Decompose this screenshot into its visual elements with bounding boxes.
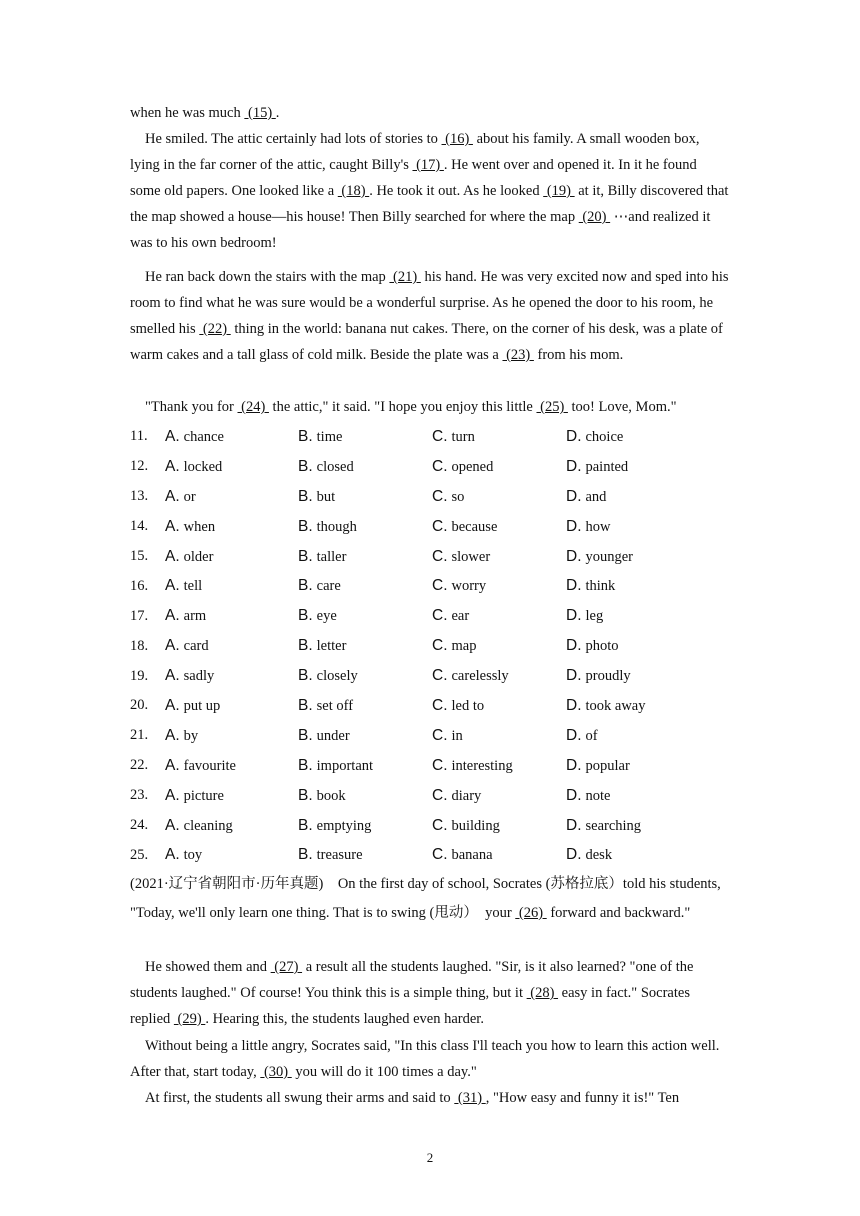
question-options-list: [130, 422, 730, 870]
question-number: 20.: [130, 697, 149, 714]
option-text: letter: [316, 638, 347, 655]
option-text: how: [585, 518, 611, 535]
blank-22: (22): [199, 321, 231, 337]
question-row: [130, 542, 730, 572]
question-number: 19.: [130, 667, 149, 684]
answer-option[interactable]: [298, 846, 432, 864]
option-letter: C.: [432, 637, 448, 655]
page-number: 2: [426, 1150, 434, 1165]
answer-option[interactable]: [566, 577, 700, 595]
option-letter: D.: [566, 637, 582, 655]
option-letter: D.: [566, 726, 582, 744]
option-text: emptying: [316, 817, 372, 834]
option-text: by: [183, 727, 199, 744]
passage-text: the attic," it said. "I hope you enjoy this little: [268, 399, 537, 415]
passage1-line0: [130, 100, 730, 126]
blank-15: (15): [244, 105, 276, 121]
question-number: 16.: [130, 577, 149, 594]
answer-option[interactable]: [165, 518, 298, 536]
option-text: desk: [585, 847, 613, 864]
answer-option[interactable]: [432, 817, 566, 835]
question-row: [130, 422, 730, 452]
answer-option[interactable]: [298, 757, 432, 775]
option-letter: D.: [566, 756, 582, 774]
answer-option[interactable]: [298, 458, 432, 476]
option-letter: B.: [298, 756, 313, 774]
answer-option[interactable]: [298, 518, 432, 536]
option-letter: B.: [298, 696, 313, 714]
option-letter: C.: [432, 726, 448, 744]
passage-text: . He took it out. As he looked: [369, 183, 544, 199]
answer-option[interactable]: [165, 548, 298, 566]
blank-20: (20): [578, 209, 611, 225]
answer-option[interactable]: [298, 607, 432, 625]
option-letter: C.: [432, 816, 448, 834]
answer-option[interactable]: [298, 428, 432, 446]
option-text: ear: [451, 608, 470, 625]
option-letter: C.: [432, 786, 448, 804]
option-text: favourite: [183, 757, 236, 774]
option-letter: B.: [298, 487, 313, 505]
option-letter: A.: [165, 786, 180, 804]
answer-option[interactable]: [432, 667, 566, 685]
answer-option[interactable]: [566, 667, 700, 685]
option-text: arm: [183, 608, 207, 625]
option-letter: C.: [432, 547, 448, 565]
passage2-intro: [130, 870, 730, 928]
option-text: led to: [451, 697, 485, 714]
answer-option[interactable]: [432, 607, 566, 625]
passage-text: Without being a little angry, Socrates said, "In this class I'll teach you how to learn this action well. After that, start today,: [130, 1038, 720, 1080]
option-letter: B.: [298, 517, 313, 535]
option-letter: A.: [165, 756, 180, 774]
question-row: [130, 601, 730, 631]
question-row: [130, 811, 730, 841]
option-text: or: [183, 488, 196, 505]
answer-option[interactable]: [298, 787, 432, 805]
question-row: [130, 482, 730, 512]
option-letter: A.: [165, 846, 180, 864]
blank-26: (26): [515, 905, 547, 921]
blank-30: (30): [260, 1064, 292, 1080]
blank-16: (16): [441, 131, 473, 147]
passage-text: from his mom.: [533, 347, 624, 363]
question-row: [130, 571, 730, 601]
answer-option[interactable]: [432, 757, 566, 775]
question-number: 21.: [130, 727, 149, 744]
option-text: care: [316, 578, 341, 595]
option-text: chance: [183, 428, 224, 445]
option-letter: B.: [298, 637, 313, 655]
passage1-paragraph: [130, 264, 730, 368]
option-text: tell: [183, 578, 203, 595]
option-letter: B.: [298, 607, 313, 625]
question-number: 23.: [130, 787, 149, 804]
answer-option[interactable]: [432, 637, 566, 655]
option-text: when: [183, 518, 216, 535]
option-letter: D.: [566, 667, 582, 685]
passage-text: . He went over and opened it. In it he found some old papers. One looked like a: [130, 157, 697, 199]
option-letter: B.: [298, 816, 313, 834]
answer-option[interactable]: [165, 458, 298, 476]
answer-option[interactable]: [566, 548, 700, 566]
answer-option[interactable]: [165, 757, 298, 775]
passage1-paragraph: [130, 394, 730, 420]
passage-text: when he was much: [130, 105, 245, 121]
question-row: [130, 781, 730, 811]
answer-option[interactable]: [298, 637, 432, 655]
option-text: and: [585, 488, 607, 505]
option-letter: B.: [298, 577, 313, 595]
option-text: think: [585, 578, 616, 595]
option-letter: B.: [298, 457, 313, 475]
option-text: carelessly: [451, 668, 509, 685]
answer-option[interactable]: [566, 697, 700, 715]
option-letter: D.: [566, 577, 582, 595]
passage-text: a result all the students laughed. "Sir, is it also learned? "one of the students laughed." Of course! You think this is a simple thing, but it: [130, 959, 694, 1001]
answer-option[interactable]: [432, 787, 566, 805]
option-letter: A.: [165, 547, 180, 565]
passage-text: . Hearing this, the students laughed even harder.: [205, 1011, 484, 1027]
option-text: toy: [183, 847, 203, 864]
option-text: locked: [183, 458, 223, 475]
answer-option[interactable]: [165, 637, 298, 655]
answer-option[interactable]: [566, 607, 700, 625]
option-letter: D.: [566, 816, 582, 834]
passage-text: .: [275, 105, 280, 121]
answer-option[interactable]: [432, 846, 566, 864]
question-number: 11.: [130, 428, 148, 445]
answer-option[interactable]: [566, 458, 700, 476]
option-text: proudly: [585, 668, 631, 685]
option-text: under: [316, 727, 350, 744]
answer-option[interactable]: [298, 488, 432, 506]
option-text: in: [451, 727, 463, 744]
answer-option[interactable]: [165, 697, 298, 715]
option-letter: D.: [566, 607, 582, 625]
answer-option[interactable]: [298, 667, 432, 685]
answer-option[interactable]: [432, 458, 566, 476]
option-letter: C.: [432, 457, 448, 475]
option-letter: A.: [165, 816, 180, 834]
blank-19: (19): [543, 183, 575, 199]
option-letter: C.: [432, 487, 448, 505]
option-letter: C.: [432, 577, 448, 595]
option-text: card: [183, 638, 209, 655]
option-text: eye: [316, 608, 337, 625]
option-letter: C.: [432, 667, 448, 685]
option-text: so: [451, 488, 465, 505]
question-number: 18.: [130, 637, 149, 654]
answer-option[interactable]: [566, 846, 700, 864]
option-text: taller: [316, 548, 347, 565]
option-text: closed: [316, 458, 354, 475]
passage-text: too! Love, Mom.": [567, 399, 677, 415]
option-text: younger: [585, 548, 634, 565]
blank-25: (25): [536, 399, 568, 415]
question-row: [130, 452, 730, 482]
option-text: map: [451, 638, 477, 655]
option-letter: D.: [566, 786, 582, 804]
option-letter: C.: [432, 846, 448, 864]
option-letter: A.: [165, 637, 180, 655]
option-text: of: [585, 727, 598, 744]
answer-option[interactable]: [566, 637, 700, 655]
option-letter: D.: [566, 487, 582, 505]
answer-option[interactable]: [165, 787, 298, 805]
answer-option[interactable]: [566, 727, 700, 745]
answer-option[interactable]: [566, 817, 700, 835]
option-text: put up: [183, 697, 221, 714]
option-letter: A.: [165, 726, 180, 744]
option-letter: A.: [165, 577, 180, 595]
option-text: time: [316, 428, 343, 445]
option-letter: A.: [165, 696, 180, 714]
option-letter: B.: [298, 547, 313, 565]
option-text: opened: [451, 458, 494, 475]
option-text: cleaning: [183, 817, 233, 834]
answer-option[interactable]: [165, 667, 298, 685]
blank-28: (28): [526, 985, 559, 1001]
blank-24: (24): [237, 399, 269, 415]
answer-option[interactable]: [566, 428, 700, 446]
option-letter: D.: [566, 547, 582, 565]
passage2-paragraph: [130, 1033, 730, 1085]
answer-option[interactable]: [432, 488, 566, 506]
option-text: searching: [585, 817, 642, 834]
question-number: 17.: [130, 607, 149, 624]
passage-text: at it, Billy discovered that the map showed a house—his house! Then Billy searched for where the map: [130, 183, 729, 225]
passage2-paragraph: [130, 954, 730, 1032]
answer-option[interactable]: [298, 577, 432, 595]
passage2-paragraph: [130, 1085, 730, 1111]
passage-text: "Thank you for: [145, 399, 238, 415]
passage-text: ⋯and realized it was to his own bedroom!: [130, 209, 711, 251]
question-number: 13.: [130, 488, 149, 505]
option-text: choice: [585, 428, 624, 445]
question-row: [130, 840, 730, 870]
option-text: because: [451, 518, 498, 535]
option-text: book: [316, 787, 346, 804]
answer-option[interactable]: [165, 727, 298, 745]
option-text: building: [451, 817, 500, 834]
option-text: interesting: [451, 757, 513, 774]
option-text: took away: [585, 697, 646, 714]
option-text: important: [316, 757, 374, 774]
option-text: painted: [585, 458, 629, 475]
answer-option[interactable]: [432, 577, 566, 595]
question-number: 24.: [130, 817, 149, 834]
answer-option[interactable]: [432, 548, 566, 566]
question-number: 15.: [130, 548, 149, 564]
option-text: popular: [585, 757, 630, 774]
passage-text: He showed them and: [145, 959, 271, 975]
answer-option[interactable]: [165, 488, 298, 506]
option-text: though: [316, 518, 357, 535]
blank-31: (31): [454, 1090, 486, 1106]
option-letter: C.: [432, 517, 448, 535]
option-text: picture: [183, 787, 224, 804]
answer-option[interactable]: [566, 787, 700, 805]
option-text: set off: [316, 697, 354, 714]
answer-option[interactable]: [165, 817, 298, 835]
question-row: [130, 661, 730, 691]
passage-text: He ran back down the stairs with the map: [145, 269, 390, 285]
blank-29: (29): [173, 1011, 206, 1027]
question-number: 22.: [130, 757, 149, 774]
option-letter: D.: [566, 457, 582, 475]
blank-21: (21): [389, 269, 421, 285]
passage-text: his hand. He was very excited now and sped into his room to find what he was sure would be a wonderful surprise. As he opened the door to his room, he smelled his: [130, 269, 729, 337]
option-text: slower: [451, 548, 491, 565]
option-letter: B.: [298, 427, 313, 445]
option-letter: C.: [432, 607, 448, 625]
option-letter: B.: [298, 667, 313, 685]
option-text: but: [316, 488, 336, 505]
option-text: diary: [451, 787, 482, 804]
answer-option[interactable]: [432, 727, 566, 745]
option-letter: A.: [165, 427, 180, 445]
question-number: 12.: [130, 458, 149, 475]
answer-option[interactable]: [566, 757, 700, 775]
option-text: note: [585, 787, 611, 804]
option-letter: A.: [165, 517, 180, 535]
passage-text: , "How easy and funny it is!" Ten: [485, 1090, 680, 1106]
question-row: [130, 512, 730, 542]
option-letter: C.: [432, 756, 448, 774]
answer-option[interactable]: [165, 577, 298, 595]
option-text: photo: [585, 638, 619, 655]
blank-23: (23): [502, 347, 534, 363]
question-number: 25.: [130, 846, 149, 863]
answer-option[interactable]: [298, 727, 432, 745]
option-letter: C.: [432, 696, 448, 714]
option-letter: C.: [432, 427, 448, 445]
option-text: leg: [585, 608, 604, 625]
option-text: sadly: [183, 668, 215, 685]
question-row: [130, 631, 730, 661]
passage-text: At first, the students all swung their arms and said to: [145, 1090, 455, 1106]
option-letter: B.: [298, 726, 313, 744]
option-text: turn: [451, 428, 475, 445]
answer-option[interactable]: [165, 846, 298, 864]
question-number: 14.: [130, 518, 149, 535]
answer-option[interactable]: [432, 697, 566, 715]
option-letter: A.: [165, 607, 180, 625]
option-text: treasure: [316, 847, 363, 864]
option-letter: B.: [298, 846, 313, 864]
answer-option[interactable]: [566, 518, 700, 536]
question-row: [130, 691, 730, 721]
passage-text: thing in the world: banana nut cakes. There, on the corner of his desk, was a plate of warm cakes and a tall glass of cold milk. Beside the plate was a: [130, 321, 723, 363]
option-letter: B.: [298, 786, 313, 804]
option-letter: A.: [165, 667, 180, 685]
answer-option[interactable]: [298, 548, 432, 566]
option-letter: D.: [566, 846, 582, 864]
passage-text: you will do it 100 times a day.": [291, 1064, 477, 1080]
question-row: [130, 721, 730, 751]
answer-option[interactable]: [566, 488, 700, 506]
option-text: worry: [451, 578, 487, 595]
passage-text: forward and backward.": [546, 905, 691, 921]
option-letter: A.: [165, 487, 180, 505]
passage-text: easy in fact." Socrates replied: [130, 985, 690, 1027]
option-text: banana: [451, 847, 493, 864]
passage-text: He smiled. The attic certainly had lots of stories to: [145, 131, 442, 147]
blank-17: (17): [412, 157, 444, 173]
option-letter: D.: [566, 427, 582, 445]
answer-option[interactable]: [165, 607, 298, 625]
option-letter: D.: [566, 696, 582, 714]
option-letter: D.: [566, 517, 582, 535]
answer-option[interactable]: [432, 428, 566, 446]
passage1-paragraph: [130, 126, 730, 256]
answer-option[interactable]: [298, 697, 432, 715]
question-row: [130, 751, 730, 781]
option-text: closely: [316, 668, 358, 685]
answer-option[interactable]: [298, 817, 432, 835]
blank-18: (18): [337, 183, 370, 199]
option-text: older: [183, 548, 214, 565]
passage-text: about his family. A small wooden box, lying in the far corner of the attic, caught Billy's: [130, 131, 700, 173]
answer-option[interactable]: [432, 518, 566, 536]
answer-option[interactable]: [165, 428, 298, 446]
passage-text: (2021·辽宁省朝阳市·历年真题) On the first day of school, Socrates (苏格拉底）told his students, "Today, we'll only learn one thing. That is to swing (甩动） your: [130, 876, 721, 921]
option-letter: A.: [165, 457, 180, 475]
blank-27: (27): [270, 959, 303, 975]
